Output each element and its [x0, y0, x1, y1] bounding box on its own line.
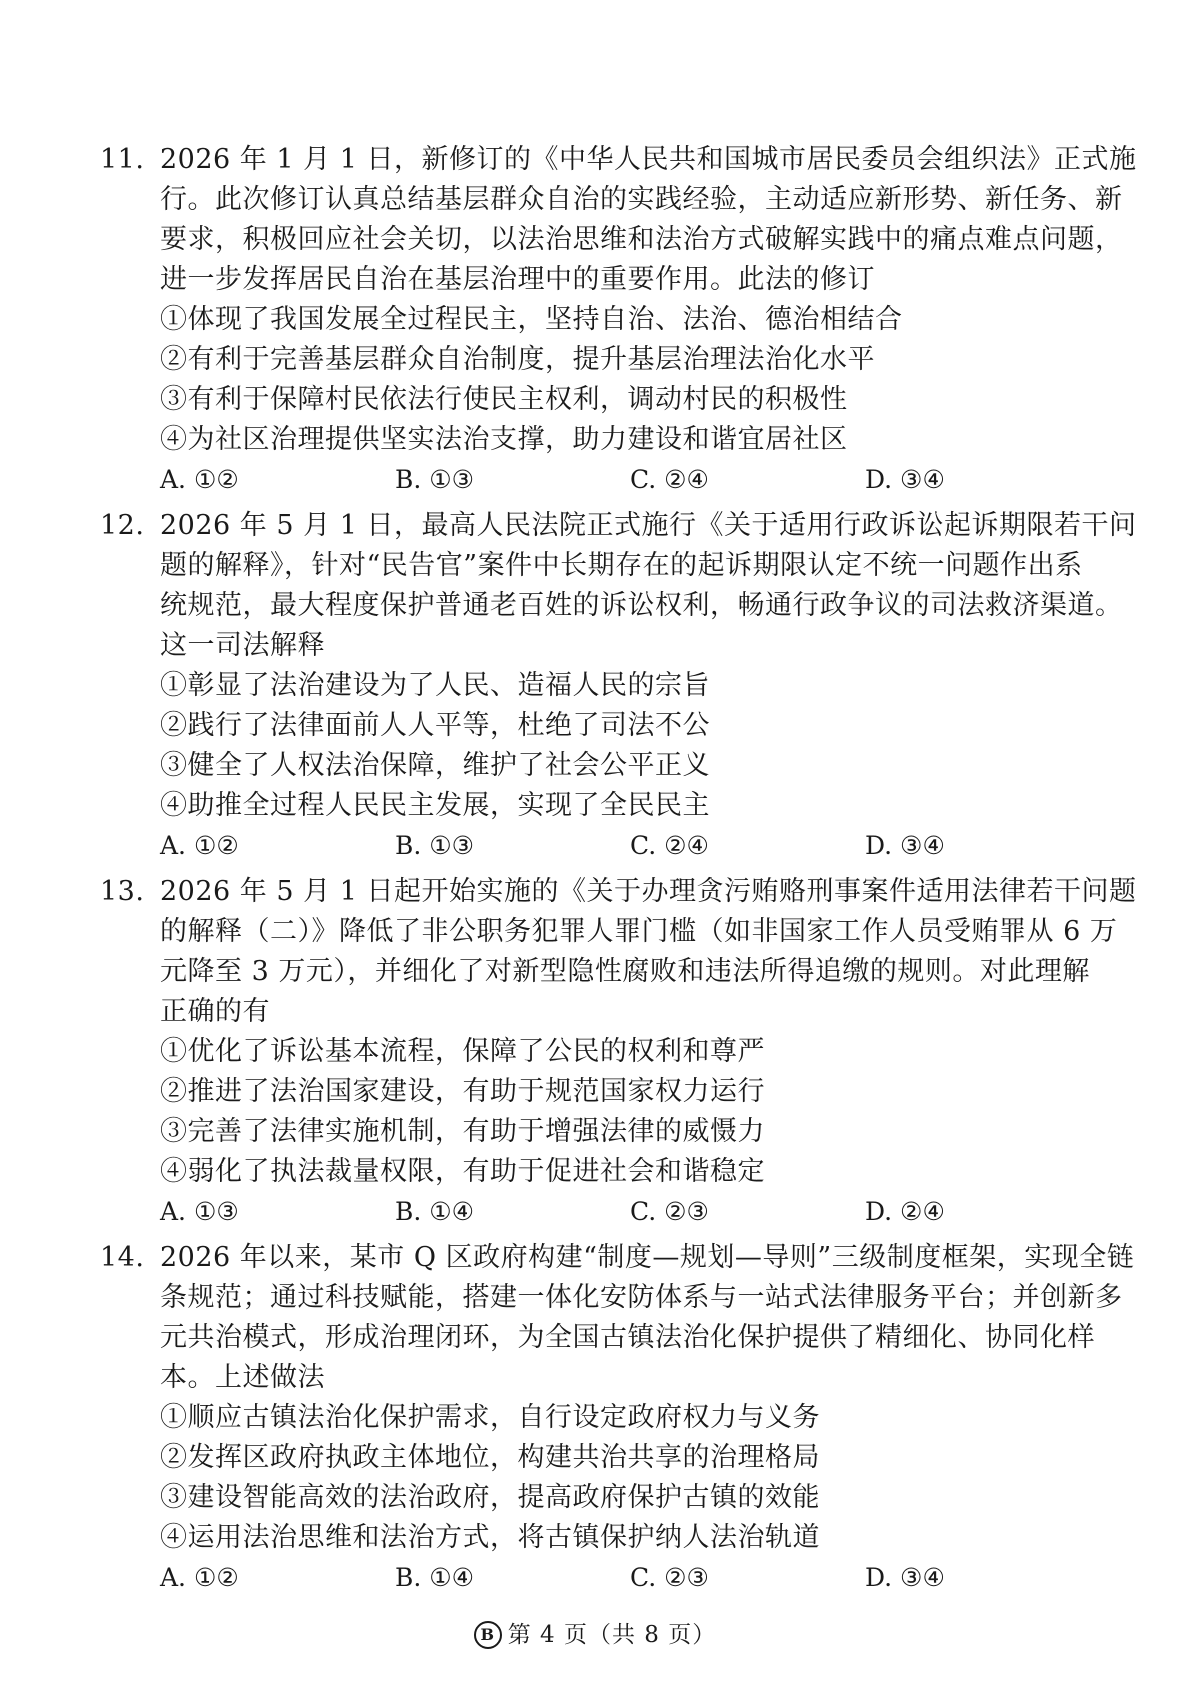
page-number: 第 4 页（共 8 页）: [507, 1622, 717, 1648]
question-stem-text: [160, 506, 1136, 666]
question-stem-line: 统规范，最大程度保护普通老百姓的诉讼权利，畅通行政争议的司法救济渠道。: [160, 590, 1123, 621]
question-stem-line: 行。此次修订认真总结基层群众自治的实践经验，主动适应新形势、新任务、新: [160, 184, 1123, 215]
page-footer: [0, 1616, 1190, 1649]
question-stem-text: [160, 1238, 1134, 1398]
statement-item: ①彰显了法治建设为了人民、造福人民的宗旨: [160, 670, 710, 701]
question-stem: [100, 140, 1137, 300]
question-12: [100, 506, 1137, 866]
question-number: 14.: [100, 1242, 145, 1273]
statement-item: ②有利于完善基层群众自治制度，提升基层治理法治化水平: [160, 344, 875, 375]
question-11: [100, 140, 1137, 500]
answer-choice-b: B. ①④: [395, 1563, 475, 1592]
statement-item: ③建设智能高效的法治政府，提高政府保护古镇的效能: [160, 1482, 820, 1513]
statement-item: ④弱化了执法裁量权限，有助于促进社会和谐稳定: [160, 1156, 765, 1187]
answer-choice-d: D. ②④: [865, 1197, 945, 1226]
question-stem-line: 2026 年 5 月 1 日起开始实施的《关于办理贪污贿赂刑事案件适用法律若干问题: [160, 876, 1137, 907]
answer-choice-c: C. ②③: [630, 1563, 709, 1592]
question-stem-text: [160, 872, 1136, 1032]
statement-item: ③健全了人权法治保障，维护了社会公平正义: [160, 750, 710, 781]
statement-item: ②践行了法律面前人人平等，杜绝了司法不公: [160, 710, 710, 741]
statement-item: ④助推全过程人民民主发展，实现了全民民主: [160, 790, 710, 821]
question-stem-line: 元共治模式，形成治理闭环，为全国古镇法治化保护提供了精细化、协同化样: [160, 1322, 1095, 1353]
paper-version-mark: B: [474, 1621, 502, 1649]
answer-choices: [160, 1192, 1100, 1232]
answer-choice-a: A. ①②: [160, 831, 239, 860]
question-stem-line: 进一步发挥居民自治在基层治理中的重要作用。此法的修订: [160, 264, 875, 295]
question-stem-line: 要求，积极回应社会关切，以法治思维和法治方式破解实践中的痛点难点问题，: [160, 224, 1123, 255]
answer-choice-c: C. ②④: [630, 831, 709, 860]
question-13: [100, 872, 1137, 1232]
question-stem-line: 本。上述做法: [160, 1362, 325, 1393]
question-stem-line: 2026 年以来，某市 Q 区政府构建“制度—规划—导则”三级制度框架，实现全链: [160, 1242, 1135, 1273]
answer-choice-d: D. ③④: [865, 465, 945, 494]
answer-choice-a: A. ①②: [160, 465, 239, 494]
statement-item: ②发挥区政府执政主体地位，构建共治共享的治理格局: [160, 1442, 820, 1473]
question-stem-line: 元降至 3 万元），并细化了对新型隐性腐败和违法所得追缴的规则。对此理解: [160, 956, 1090, 987]
answer-choice-b: B. ①③: [395, 465, 475, 494]
answer-choices: [160, 460, 1100, 500]
statement-item: ④为社区治理提供坚实法治支撑，助力建设和谐宜居社区: [160, 424, 848, 455]
question-stem-line: 这一司法解释: [160, 630, 325, 661]
statement-item: ③完善了法律实施机制，有助于增强法律的威慑力: [160, 1116, 765, 1147]
answer-choice-a: A. ①③: [160, 1197, 239, 1226]
question-stem-line: 条规范；通过科技赋能，搭建一体化安防体系与一站式法律服务平台；并创新多: [160, 1282, 1123, 1313]
answer-choice-d: D. ③④: [865, 1563, 945, 1592]
question-number: 11.: [100, 144, 145, 175]
question-stem-line: 2026 年 1 月 1 日，新修订的《中华人民共和国城市居民委员会组织法》正式施: [160, 144, 1137, 175]
statement-item: ④运用法治思维和法治方式，将古镇保护纳人法治轨道: [160, 1522, 820, 1553]
question-stem-line: 的解释（二）》降低了非公职务犯罪人罪门槛（如非国家工作人员受贿罪从 6 万: [160, 916, 1118, 947]
question-stem: [100, 506, 1137, 666]
question-stem: [100, 872, 1137, 1032]
statement-item: ①优化了诉讼基本流程，保障了公民的权利和尊严: [160, 1036, 765, 1067]
answer-choice-c: C. ②③: [630, 1197, 709, 1226]
statement-list: [100, 1398, 1100, 1598]
question-stem-line: 题的解释》，针对“民告官”案件中长期存在的起诉期限认定不统一问题作出系: [160, 550, 1083, 581]
answer-choice-b: B. ①③: [395, 831, 475, 860]
answer-choice-b: B. ①④: [395, 1197, 475, 1226]
statement-list: [100, 666, 1100, 866]
question-stem-text: [160, 140, 1136, 300]
statement-item: ①体现了我国发展全过程民主，坚持自治、法治、德治相结合: [160, 304, 903, 335]
answer-choice-a: A. ①②: [160, 1563, 239, 1592]
statement-list: [100, 300, 1100, 500]
statement-item: ③有利于保障村民依法行使民主权利，调动村民的积极性: [160, 384, 848, 415]
question-number: 12.: [100, 510, 145, 541]
question-list: [100, 140, 1137, 1604]
answer-choice-d: D. ③④: [865, 831, 945, 860]
question-14: [100, 1238, 1135, 1598]
question-stem-line: 正确的有: [160, 996, 270, 1027]
statement-item: ②推进了法治国家建设，有助于规范国家权力运行: [160, 1076, 765, 1107]
question-stem-line: 2026 年 5 月 1 日，最高人民法院正式施行《关于适用行政诉讼起诉期限若干问: [160, 510, 1137, 541]
question-number: 13.: [100, 876, 145, 907]
answer-choice-c: C. ②④: [630, 465, 709, 494]
answer-choices: [160, 1558, 1100, 1598]
answer-choices: [160, 826, 1100, 866]
statement-item: ①顺应古镇法治化保护需求，自行设定政府权力与义务: [160, 1402, 820, 1433]
statement-list: [100, 1032, 1100, 1232]
question-stem: [100, 1238, 1135, 1398]
